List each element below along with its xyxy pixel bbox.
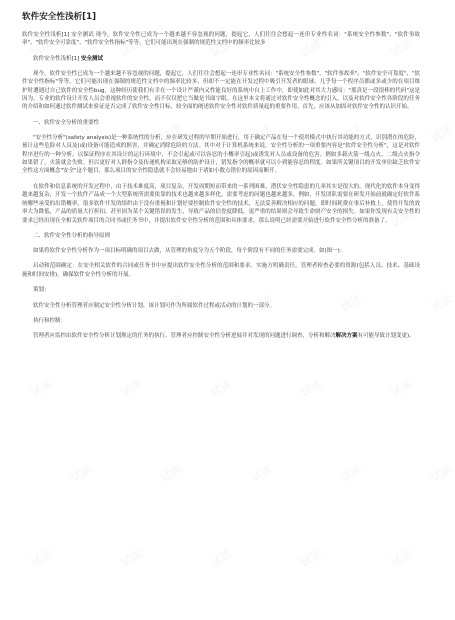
- watermark-text: 试读: [158, 122, 185, 145]
- watermark-text: 试读: [28, 377, 55, 400]
- subtitle-line: [33, 55, 420, 63]
- watermark-text: 试读: [338, 462, 365, 485]
- intro-paragraph: 软件安全性浅析[1] 安全测试 现今，软件安全性已成为一个越来越不容忽视的问题，提起它，人们往往会想起一连串专业性名词："系统安全性参数"、"软件事故率"、"软件安全可靠度"、"软件安全性指标"等等，它们可能出现在强制的规范性文档中的频率比较多: [22, 32, 420, 47]
- watermark-text: 试读: [248, 462, 275, 485]
- watermark-text: 试读: [68, 292, 95, 315]
- execution-suffix: 有可能导致计划变更)。: [357, 333, 415, 340]
- watermark-text: 试读: [388, 547, 415, 570]
- watermark-text: 试读: [248, 122, 275, 145]
- paragraph-planning: 软件安全性分析管理者应制定安全性分析计划，该计划可作为所属软件过程或活动的计划的一部分。: [33, 302, 276, 309]
- watermark-text: 试读: [158, 292, 185, 315]
- watermark-text: 试读: [388, 37, 415, 60]
- paragraph-development-risks: 在软件和信息系统的开发过程中，由于技术难度高，项目复杂，开发周期短而带来的一系列困难，潜伏安全性隐患的几率其实是很大的。现代化的软件本身变得越来越复杂，开发一个软件产品成一个大型系统所需要依靠的技术也越来越多样化，需要考虑的问题也越来越多，例如，开发团队需要在研发开始前就确定好软件系统哪些承受的出错概率，很多软件开发的组织由于没有重视和计划好要控制软件安全性的技术，无法妥善解决相应的问题，即时间耗费在事后补救上，使得开发的效率大为降低，产品的质量大打折扣，甚至因为某个关键错误的发生，导致产品的信誉度降低，更严重的结果则会导致生命财产安全的损失。如果你发现有关安全性的要求已经出现在全相关软件项目的合同书或任务书中，并提出软件安全性分析的范围和具体要求，那么说明已经需要开始进行软件安全性分析的准备了。: [22, 183, 420, 224]
- watermark-text: 试读: [298, 377, 325, 400]
- watermark-text: 试读: [388, 377, 415, 400]
- watermark-text: 试读: [28, 37, 55, 60]
- subtitle-prefix: 软件安全性浅析[1]: [33, 55, 82, 62]
- watermark-text: 试读: [158, 462, 185, 485]
- watermark-text: 试读: [28, 207, 55, 230]
- watermark-text: 试读: [68, 122, 95, 145]
- watermark-text: 试读: [208, 547, 235, 570]
- watermark-text: 试读: [388, 207, 415, 230]
- paragraph-execution: [22, 332, 420, 340]
- document-page: [22, 12, 420, 341]
- watermark-text: 试读: [118, 547, 145, 570]
- paragraph-phases: 如果将软件安全性分析作为一项目标明确的项目去做，从管理的角度分为五个阶段，每个阶段有不同的任务需要完成。如(图一)：: [33, 247, 346, 254]
- watermark-text: 试读: [298, 207, 325, 230]
- watermark-text: 试读: [118, 37, 145, 60]
- paragraph-safety-analysis: "安全性分析"(safety analysis)是一种系统性的分析，应在研发过程的早期开始进行，用于确定产品在每一个使用模式中执行其功能的方式，识别潜在的危险，预计这些危险对人员及(或)设备可能造成的损害，并确定消除危险的方法。其中对于计算机系统来说，安全性分析的一项重要内容是"软件安全性分析"，这是对软件程序进行的一种分析，以保证程序在其设计的运行环境中，不会引起或可以容忍的小概率引起)或诱发对人员或设备的危害。例如多载火箭一级点火、二级点火指令如果错了，火箭就会失败。但以更好对人群指令及传递机构采取足够的防护设计，错发指令的概率就可以小到能容忍的程度。如果所关键项目的开发单位缺乏软件安全性这方面概念"安全"这个题目，那么项目的安全性隐患就不会轻易地由于诸如小数点错位的原因而断开。: [22, 134, 420, 175]
- watermark-text: 试读: [298, 37, 325, 60]
- document-title: 软件安全性浅析[1]: [22, 12, 96, 22]
- watermark-text: 试读: [298, 547, 325, 570]
- watermark-text: 试读: [208, 37, 235, 60]
- watermark-text: 试读: [28, 547, 55, 570]
- watermark-text: 试读: [248, 292, 275, 315]
- paragraph-startup-scope: 启动和范围确定：在安全相关软件的合同或任务书中应提出软件安全性分析的范围和要求。实施方明确责任，管理者检查必要的资源(包括人员、技术、基础设施和时间安排)，确保软件安全性分析的开展。: [22, 263, 420, 278]
- execution-bold: 解决方案: [335, 333, 358, 340]
- watermark-text: 试读: [208, 377, 235, 400]
- watermark-text: 试读: [428, 122, 455, 145]
- watermark-text: 试读: [118, 207, 145, 230]
- watermark-text: 试读: [428, 462, 455, 485]
- watermark-text: 试读: [428, 292, 455, 315]
- watermark-text: 试读: [118, 377, 145, 400]
- subtitle-bold: 安全测试: [81, 55, 104, 62]
- section-heading-2: 二、软件安全性分析的指导原则: [33, 232, 111, 239]
- section-heading-1: 一、软件安全分析的重要性: [33, 119, 100, 126]
- watermark-text: 试读: [208, 207, 235, 230]
- paragraph-execution-label: 执行和控制：: [33, 317, 67, 324]
- watermark-text: 试读: [338, 292, 365, 315]
- watermark-text: 试读: [338, 122, 365, 145]
- execution-prefix: 管理者应监控由软件安全性分析计划规定的任务的执行。管理者应控制安全性分析进展并对发现的问题进行调查、分析和解决: [33, 333, 336, 340]
- watermark-text: 试读: [68, 462, 95, 485]
- paragraph-planning-label: 策划：: [33, 287, 50, 294]
- paragraph-intro-body: 现今，软件安全性已成为一个越来越不容忽视的问题，提起它，人们往往会想起一连串专业性名词："系统安全性参数"、"软件事故率"、"软件安全可靠度"、"软件安全性指标"等等，它们可能出现在强制的规范性文档中的频率比较多，但却不一定能在开发过程中吸引开发者的眼球。几乎每一个程序员都或多或少的在项目维护时遭遇过自己软件的安全性bug，这种经历使我们有幸在一个设计严谨内又性能良好的系统中自上工作中，即使如此对其大力感叹："那真是一段很棒的代码"这是因为，专业的软件设计开发人员会重视软件的安全性，而不仅仅把它当做是书面字眼。在这里本文将通过对软件安全性概念的引入，以及对软件安全性各阶段的任务的介绍和如何通过软件测试来验证是否完成了软件安全性目标，较全面的阐述软件安全性对软件质量起的重要作用。首先，应该从加固对软件安全性的认识开始。: [22, 70, 420, 111]
